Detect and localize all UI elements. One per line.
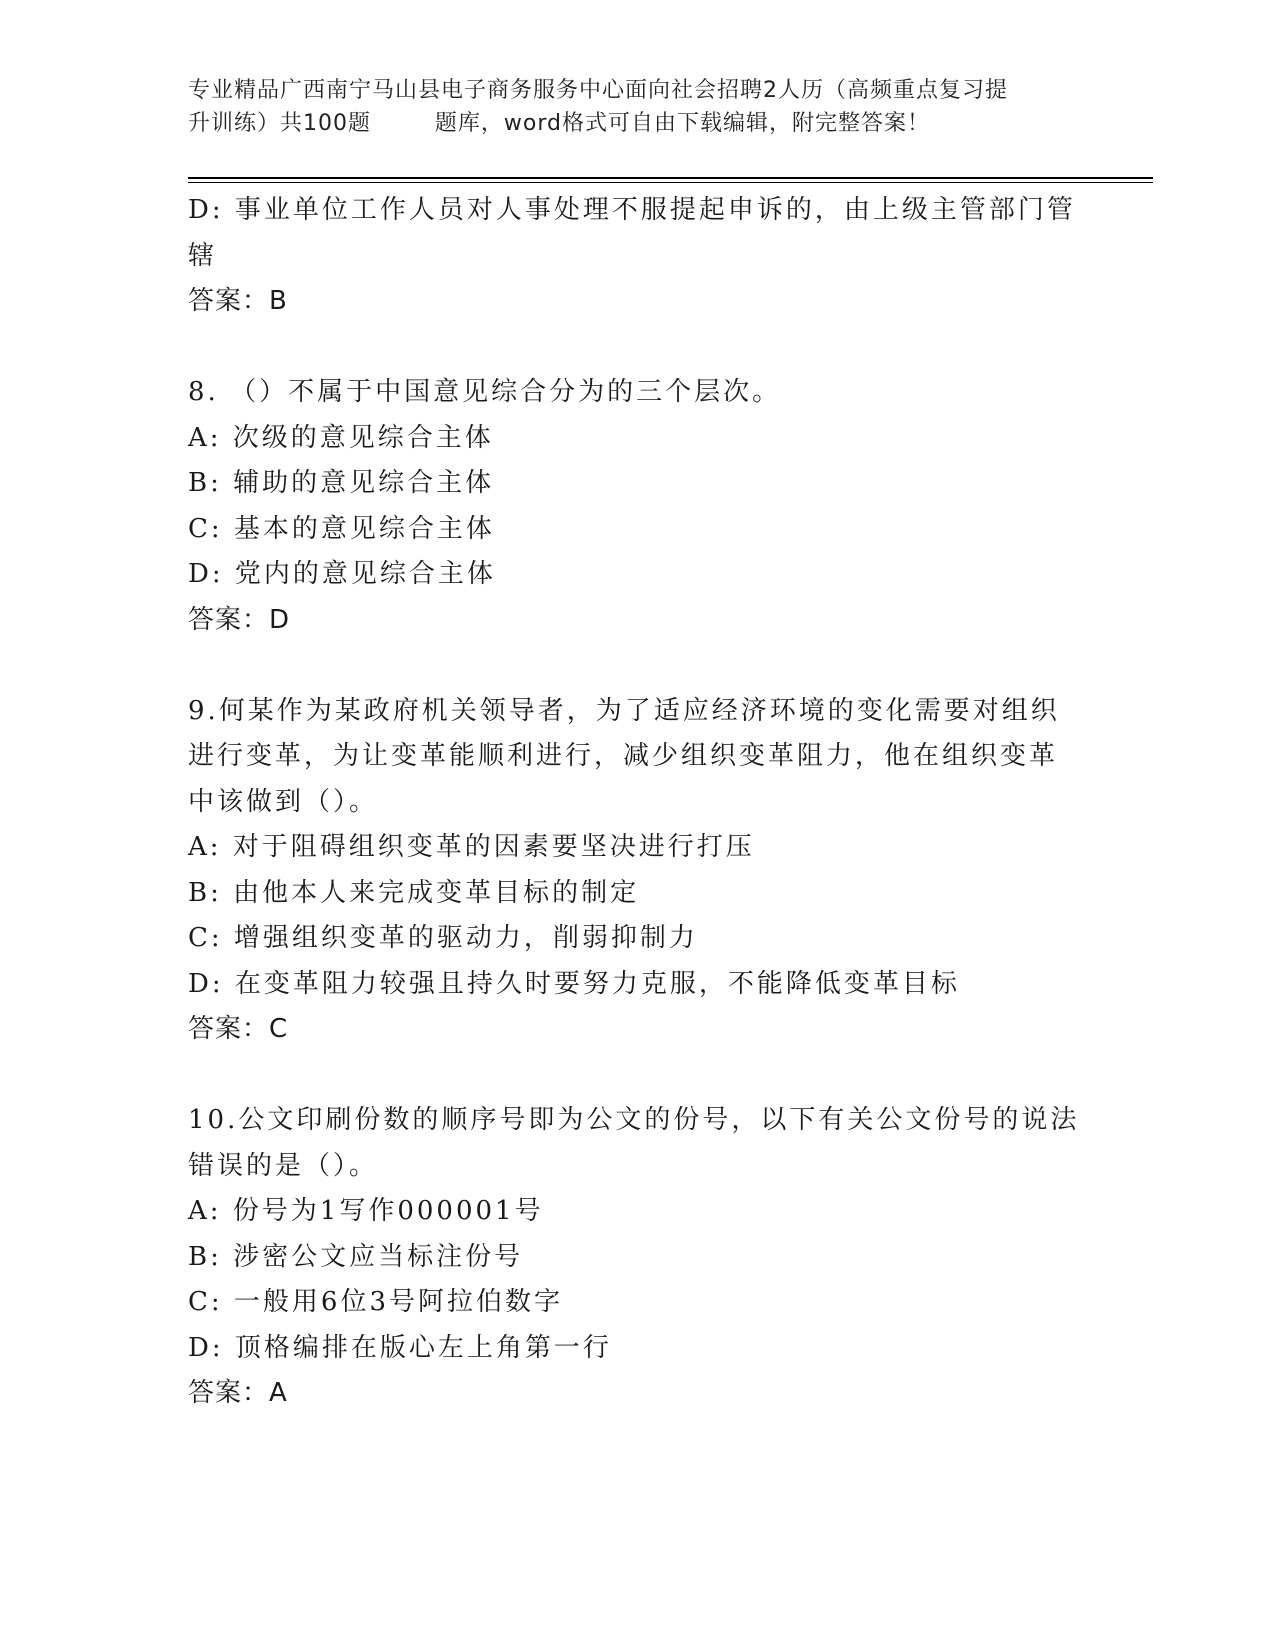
q10-stem-line-2: 错误的是（）。: [188, 1150, 379, 1181]
header-divider-thick: [188, 177, 1153, 179]
document-header: [188, 74, 1088, 140]
question-7-tail: [188, 188, 1088, 325]
q9-stem-line-3: 中该做到（）。: [188, 786, 379, 817]
q8-option-c: C: 基本的意见综合主体: [188, 513, 495, 544]
q7-answer: 答案：B: [188, 286, 288, 316]
question-9: [188, 689, 1088, 1053]
q8-option-d: D: 党内的意见综合主体: [188, 559, 496, 589]
document-body: [188, 188, 1088, 1417]
q9-stem-line-1: 9.何某作为某政府机关领导者，为了适应经济环境的变化需要对组织: [188, 695, 1060, 726]
q9-option-c: C: 增强组织变革的驱动力，削弱抑制力: [188, 923, 698, 953]
spacer: [188, 643, 1088, 689]
q8-option-b: B: 辅助的意见综合主体: [188, 468, 495, 498]
q10-option-b: B: 涉密公文应当标注份号: [188, 1241, 524, 1272]
q9-option-d: D: 在变革阻力较强且持久时要努力克服，不能降低变革目标: [188, 968, 960, 999]
q8-option-a: A: 次级的意见综合主体: [188, 422, 494, 453]
question-8: [188, 370, 1088, 643]
q9-answer: 答案：C: [188, 1014, 289, 1044]
q9-stem-line-2: 进行变革，为让变革能顺利进行，减少组织变革阻力，他在组织变革: [188, 741, 1059, 771]
q10-stem-line-1: 10.公文印刷份数的顺序号即为公文的份号，以下有关公文份号的说法: [188, 1105, 1080, 1135]
q8-stem: 8. （）不属于中国意见综合分为的三个层次。: [188, 377, 782, 407]
q10-option-d: D: 顶格编排在版心左上角第一行: [188, 1332, 612, 1363]
spacer: [188, 325, 1088, 371]
q8-answer: 答案：D: [188, 604, 291, 635]
q9-option-b: B: 由他本人来完成变革目标的制定: [188, 877, 640, 908]
q10-option-a: A: 份号为1写作000001号: [188, 1196, 544, 1226]
header-title-line-1: 专业精品广西南宁马山县电子商务服务中心面向社会招聘2人历（高频重点复习提: [188, 78, 1008, 103]
q7-option-d-line-2: 辖: [188, 240, 218, 271]
spacer: [188, 1053, 1088, 1099]
q10-answer: 答案：A: [188, 1378, 288, 1408]
header-divider-thin: [188, 182, 1153, 183]
q10-option-c: C: 一般用6位3号阿拉伯数字: [188, 1287, 564, 1317]
question-10: [188, 1098, 1088, 1417]
header-title-line-2: 升训练）共100题 题库，word格式可自由下载编辑，附完整答案！: [188, 111, 931, 136]
q7-option-d-line-1: D: 事业单位工作人员对人事处理不服提起申诉的，由上级主管部门管: [188, 195, 1076, 225]
q9-option-a: A: 对于阻碍组织变革的因素要坚决进行打压: [188, 832, 755, 862]
